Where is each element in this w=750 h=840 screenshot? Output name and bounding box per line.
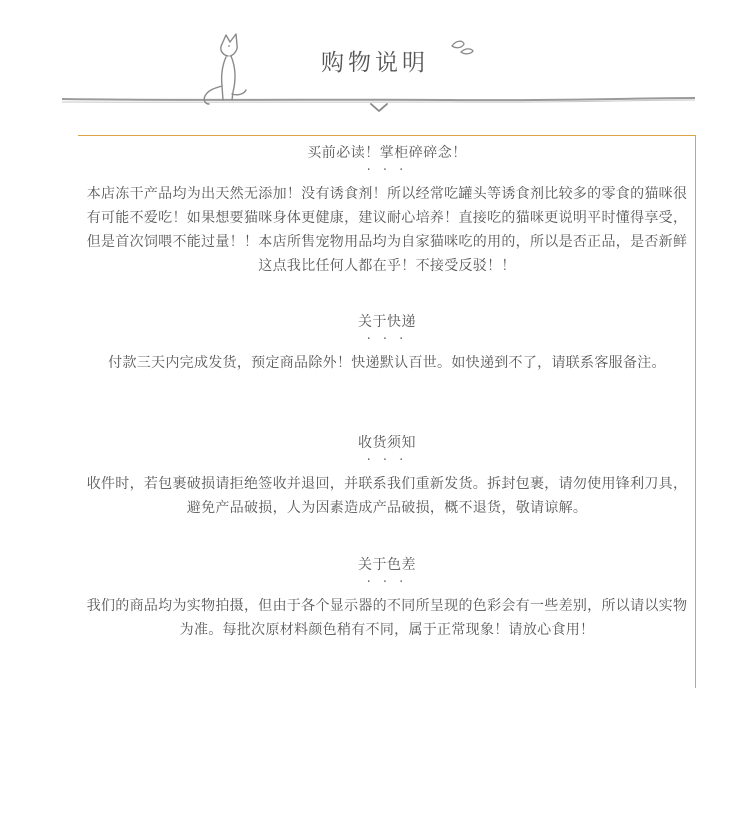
section-heading: 关于快递 (358, 314, 416, 330)
header-divider-line (62, 98, 695, 100)
section-body: 付款三天内完成发货，预定商品除外！快递默认百世。如快递到不了，请联系客服备注。 (108, 355, 666, 371)
section-receipt (78, 431, 696, 520)
page-title: 购物说明 (321, 50, 429, 76)
section-shipping (78, 310, 696, 375)
section-body: 收件时，若包裹破损请拒绝签收并退回，并联系我们重新发货。拆封包裹，请勿使用锋利刀具，避免产品破损，人为因素造成产品破损，概不退货，敬请谅解。 (86, 476, 688, 516)
section-body: 本店冻干产品均为出天然无添加！没有诱食剂！所以经常吃罐头等诱食剂比较多的零食的猫咪很有可能不爱吃！如果想要猫咪身体更健康，建议耐心培养！直接吃的猫咪更说明平时懂得享受，但是首次饲喂不能过量！！本店所售宠物用品均为自家猫咪吃的用的，所以是否正品，是否新鲜这点我比任何人都在乎！不接受反驳！！ (86, 186, 688, 274)
section-color-difference (78, 553, 696, 642)
cat-sketch-icon (204, 34, 246, 104)
section-dots: · · · (366, 332, 408, 347)
section-dots: · · · (366, 163, 408, 178)
section-body: 我们的商品均为实物拍摄，但由于各个显示器的不同所呈现的色彩会有一些差别，所以请以实物为准。每批次原材料颜色稍有不同，属于正常现象！请放心食用！ (86, 598, 688, 638)
section-dots: · · · (366, 453, 408, 468)
section-heading: 收货须知 (358, 435, 416, 451)
section-intro (78, 141, 696, 278)
section-heading: 买前必读！掌柜碎碎念！ (307, 145, 467, 161)
section-heading: 关于色差 (358, 557, 416, 573)
chevron-down-icon (371, 104, 387, 111)
section-dots: · · · (366, 575, 408, 590)
header-banner (0, 0, 750, 125)
